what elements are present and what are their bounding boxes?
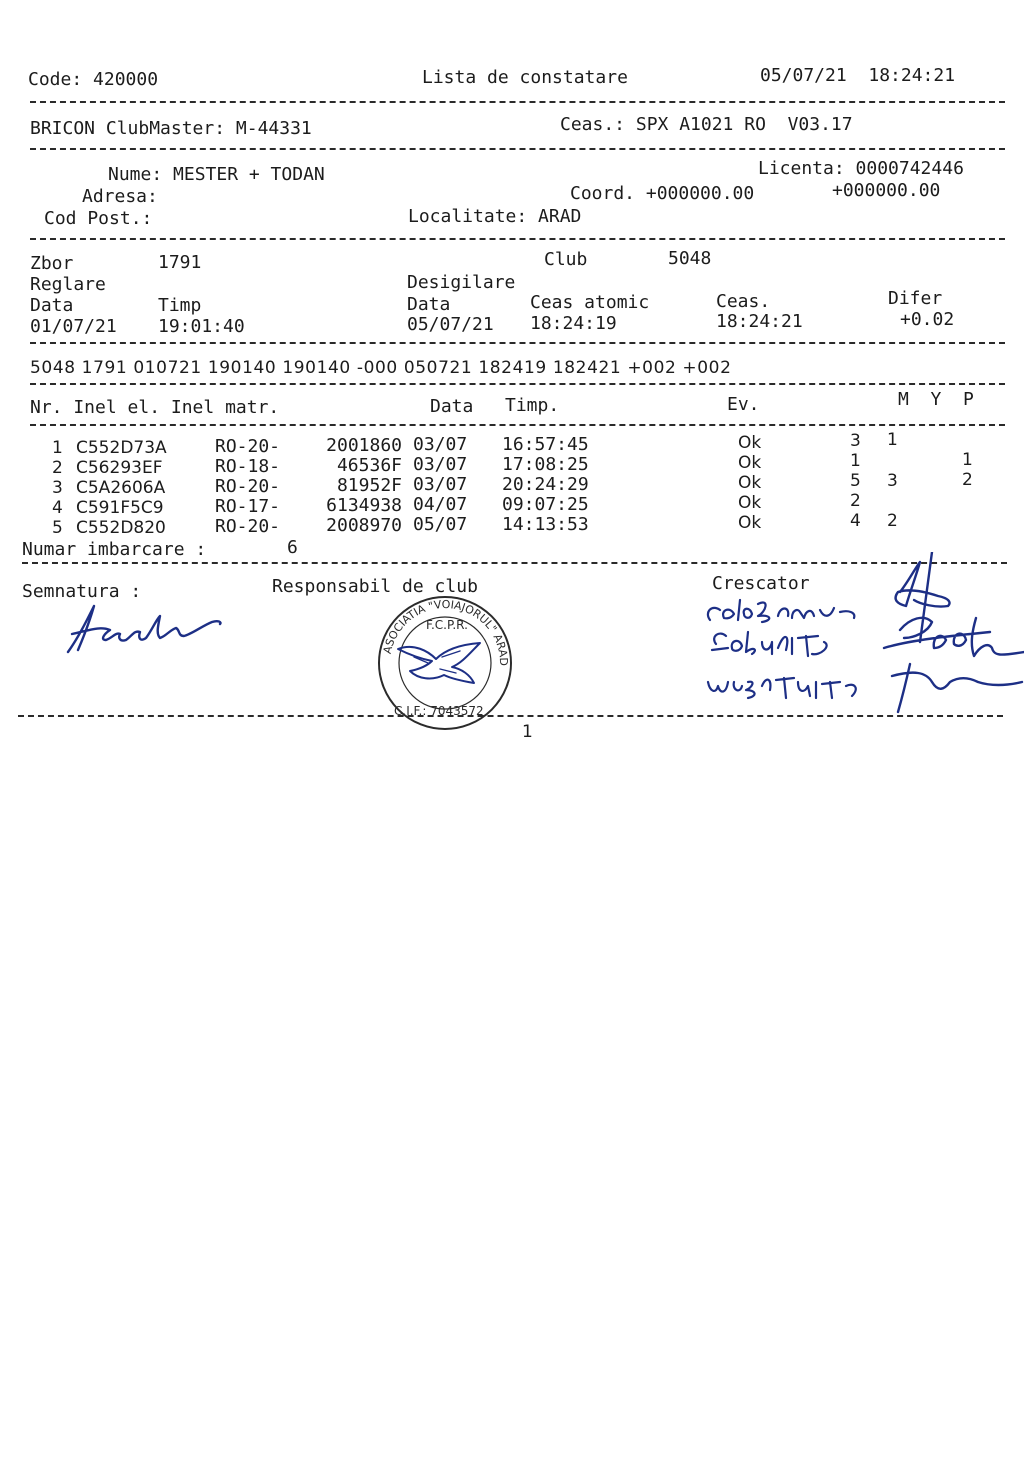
divider <box>30 383 1005 385</box>
clock-label: Ceas. <box>716 291 771 312</box>
basketing-count: 6 <box>287 537 298 558</box>
value-p: 2 <box>962 470 973 490</box>
difference-label: Difer <box>888 288 943 309</box>
row-number: 1 <box>52 438 63 458</box>
value-m: 1 <box>850 451 861 471</box>
ring-number: 2001860 <box>326 435 402 456</box>
arrival-date: 04/07 <box>413 494 468 515</box>
locality: Localitate: ARAD <box>408 206 582 227</box>
club-responsible-label: Responsabil de club <box>272 576 478 597</box>
col-header-event: Ev. <box>727 394 760 415</box>
value-y: 1 <box>887 430 898 450</box>
row-number: 5 <box>52 518 63 538</box>
arrival-time: 14:13:53 <box>502 514 589 535</box>
divider <box>30 424 1005 426</box>
atomic-clock-time: 18:24:19 <box>530 313 617 334</box>
fancier-name: Nume: MESTER + TODAN <box>108 164 325 185</box>
event-status: Ok <box>738 433 762 453</box>
address-label: Adresa: <box>82 186 158 207</box>
basketing-count-label: Numar imbarcare : <box>22 539 207 560</box>
atomic-clock-label: Ceas atomic <box>530 292 650 313</box>
value-y: 2 <box>887 511 898 531</box>
print-datetime: 05/07/21 18:24:21 <box>760 65 956 86</box>
club-stamp <box>370 593 520 733</box>
clock-difference: +0.02 <box>900 309 955 330</box>
clock-model: Ceas.: SPX A1021 RO V03.17 <box>560 114 853 135</box>
club-label: Club <box>544 249 588 270</box>
divider <box>30 238 1005 240</box>
ring-prefix: RO-18- <box>215 456 281 477</box>
unsealing-date: 05/07/21 <box>407 314 494 335</box>
setting-date: 01/07/21 <box>30 316 117 337</box>
arrival-date: 03/07 <box>413 454 468 475</box>
unsealing-label: Desigilare <box>407 272 516 293</box>
breeder-label: Crescator <box>712 573 810 594</box>
page-number: 1 <box>522 722 533 742</box>
col-header-date: Data <box>430 396 474 417</box>
divider <box>22 562 1007 564</box>
arrival-time: 16:57:45 <box>502 434 589 455</box>
ring-prefix: RO-17- <box>215 496 281 517</box>
club-number: 5048 <box>668 248 712 269</box>
value-y: 3 <box>887 471 898 491</box>
ring-prefix: RO-20- <box>215 436 281 457</box>
value-m: 3 <box>850 431 861 451</box>
handwritten-signature-right <box>870 552 1024 717</box>
stamp-ring-text: ASOCIATIA "VOIAJORUL" ARAD <box>380 597 511 667</box>
event-status: Ok <box>738 453 762 473</box>
breeder-handwritten-names <box>700 590 880 720</box>
col-header-time: Timp. <box>505 395 560 416</box>
ring-prefix: RO-20- <box>215 476 281 497</box>
row-number: 4 <box>52 498 63 518</box>
postcode-label: Cod Post.: <box>44 208 153 229</box>
divider <box>18 715 1003 717</box>
handwritten-signature <box>60 600 230 660</box>
stamp-center-text: F.C.P.R. <box>426 618 468 632</box>
event-status: Ok <box>738 473 762 493</box>
ring-number: 81952F <box>336 475 402 496</box>
arrival-date: 03/07 <box>413 434 468 455</box>
flight-label: Zbor <box>30 253 74 274</box>
software-version: BRICON ClubMaster: M-44331 <box>30 118 312 139</box>
ring-number: 2008970 <box>326 515 402 536</box>
setting-label: Reglare <box>30 274 106 295</box>
document-title: Lista de constatare <box>422 67 628 88</box>
col-header-myp: M Y P <box>898 389 974 410</box>
value-m: 2 <box>850 491 861 511</box>
event-status: Ok <box>738 513 762 533</box>
electronic-ring: C591F5C9 <box>76 498 164 518</box>
electronic-ring: C5A2606A <box>76 478 166 498</box>
coordinates-second: +000000.00 <box>832 180 941 201</box>
arrival-date: 05/07 <box>413 514 468 535</box>
electronic-ring: C552D820 <box>76 518 166 538</box>
event-status: Ok <box>738 493 762 513</box>
ring-number: 6134938 <box>326 495 402 516</box>
row-number: 2 <box>52 458 63 478</box>
divider <box>30 101 1005 103</box>
setting-time-label: Timp <box>158 295 202 316</box>
ring-prefix: RO-20- <box>215 516 281 537</box>
setting-date-label: Data <box>30 295 74 316</box>
divider <box>30 342 1005 344</box>
signature-label: Semnatura : <box>22 581 142 602</box>
value-m: 4 <box>850 511 861 531</box>
col-header-rings: Nr. Inel el. Inel matr. <box>30 397 280 418</box>
checksum-code-line: 5048 1791 010721 190140 190140 -000 050721 182419 182421 +002 +002 <box>30 358 732 378</box>
setting-time: 19:01:40 <box>158 316 245 337</box>
divider <box>30 148 1005 150</box>
ring-number: 46536F <box>336 455 402 476</box>
unsealing-date-label: Data <box>407 294 451 315</box>
clock-time: 18:24:21 <box>716 311 803 332</box>
value-p: 1 <box>962 450 973 470</box>
document-code: Code: 420000 <box>28 69 159 90</box>
electronic-ring: C552D73A <box>76 438 167 458</box>
arrival-time: 09:07:25 <box>502 494 589 515</box>
electronic-ring: C56293EF <box>76 458 163 478</box>
row-number: 3 <box>52 478 63 498</box>
arrival-time: 17:08:25 <box>502 454 589 475</box>
coordinates: Coord. +000000.00 <box>570 183 755 204</box>
arrival-date: 03/07 <box>413 474 468 495</box>
flight-number: 1791 <box>158 252 202 273</box>
stamp-bottom-text: C.I.F.: 7043572 <box>394 704 484 718</box>
license-number: Licenta: 0000742446 <box>758 158 964 179</box>
arrival-time: 20:24:29 <box>502 474 589 495</box>
value-m: 5 <box>850 471 861 491</box>
